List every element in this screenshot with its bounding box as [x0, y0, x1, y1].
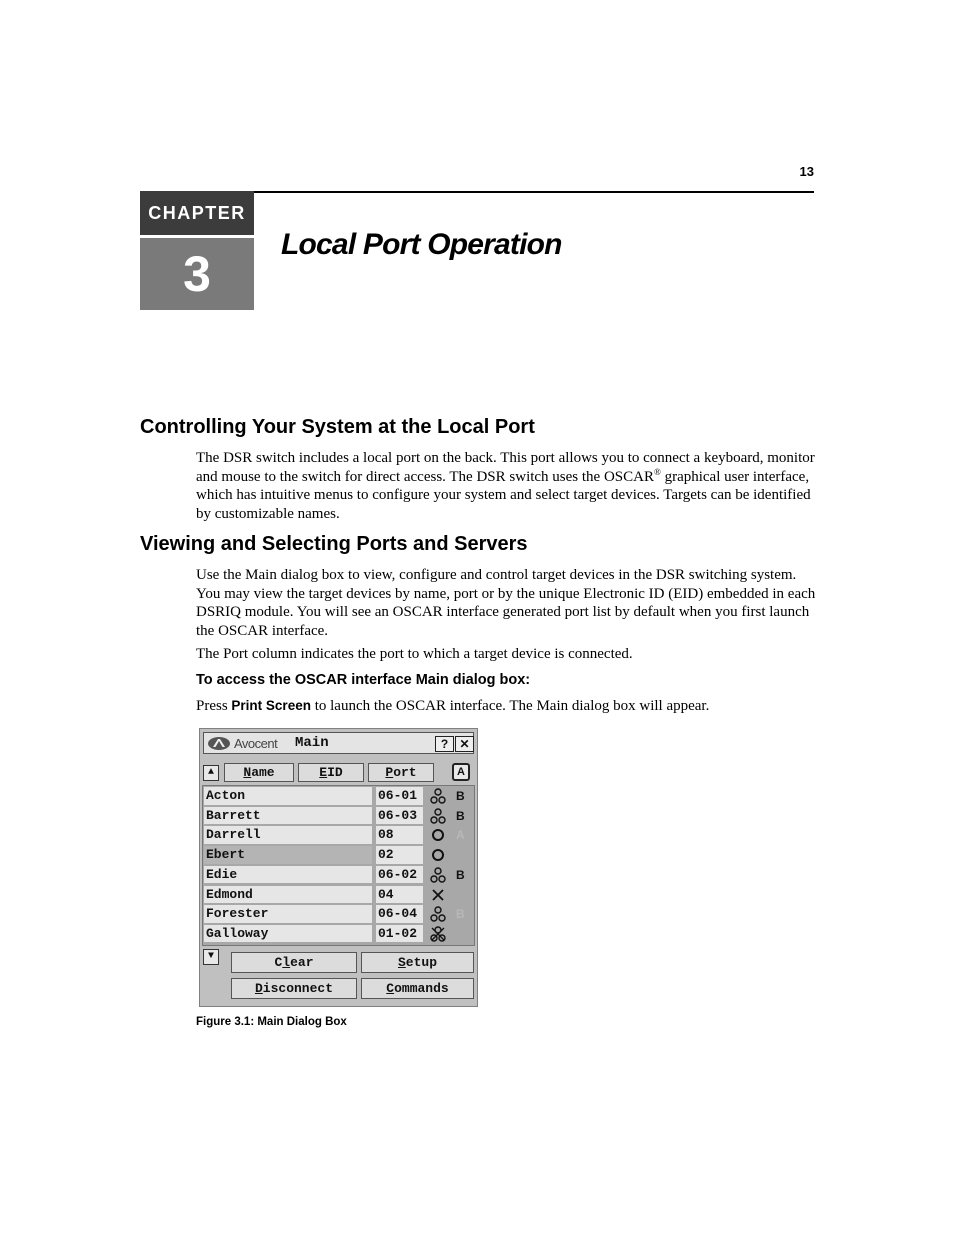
- scroll-up-icon[interactable]: ▲: [203, 765, 219, 781]
- sort-eid-hotkey: E: [319, 765, 328, 780]
- oscar-main-dialog: [199, 728, 478, 1007]
- server-row[interactable]: [203, 845, 474, 865]
- server-name: Barrett: [204, 807, 372, 825]
- close-button[interactable]: ✕: [455, 736, 474, 752]
- registered-mark: ®: [653, 466, 661, 477]
- sort-by-port-button[interactable]: [368, 763, 434, 782]
- sort-port-label: ort: [393, 765, 417, 780]
- connected-status-icon: [430, 867, 446, 883]
- clear-hotkey: l: [282, 955, 291, 970]
- commands-label-post: ommands: [394, 981, 449, 996]
- section-body-controlling: [196, 449, 816, 523]
- avocent-brand: Avocent: [234, 736, 278, 751]
- server-row[interactable]: [203, 786, 474, 806]
- server-list: [202, 785, 475, 946]
- clear-button[interactable]: [231, 952, 357, 973]
- channel-a-icon[interactable]: A: [452, 763, 470, 781]
- server-row[interactable]: [203, 904, 474, 924]
- server-row[interactable]: [203, 885, 474, 905]
- server-port: 08: [376, 826, 423, 844]
- server-row[interactable]: [203, 924, 474, 944]
- server-port: 02: [376, 846, 423, 864]
- channel-indicator: B: [456, 808, 465, 823]
- server-port: 04: [376, 886, 423, 904]
- sort-name-hotkey: N: [243, 765, 252, 780]
- setup-button[interactable]: [361, 952, 474, 973]
- server-name: Edie: [204, 866, 372, 884]
- page-number: 13: [799, 164, 814, 179]
- server-port: 01-02: [376, 925, 423, 943]
- sort-port-hotkey: P: [385, 765, 394, 780]
- sort-eid-label: ID: [327, 765, 343, 780]
- server-port: 06-02: [376, 866, 423, 884]
- server-port: 06-03: [376, 807, 423, 825]
- body-text: The DSR switch includes a local port on the back. This port allows you to connect a keyboard, monitor and mouse to the switch for direct access. The DSR switch uses the OSCAR: [196, 450, 815, 485]
- figure-caption: Figure 3.1: Main Dialog Box: [196, 1016, 347, 1028]
- setup-hotkey: S: [397, 955, 406, 970]
- online-status-icon: [430, 827, 446, 843]
- chapter-label: CHAPTER: [140, 191, 254, 235]
- chapter-number: 3: [140, 238, 254, 310]
- connected-status-icon: [430, 906, 446, 922]
- disconnect-button[interactable]: [231, 978, 357, 999]
- step-text: to launch the OSCAR interface. The Main dialog box will appear.: [310, 698, 710, 714]
- server-row[interactable]: [203, 806, 474, 826]
- clear-label-pre: C: [274, 955, 283, 970]
- setup-label-post: etup: [405, 955, 438, 970]
- commands-button[interactable]: [361, 978, 474, 999]
- dialog-title: Main: [295, 735, 329, 751]
- procedure-heading: To access the OSCAR interface Main dialog box:: [196, 672, 531, 688]
- connected-offline-status-icon: [430, 926, 446, 942]
- sort-by-name-button[interactable]: [224, 763, 294, 782]
- disconnect-hotkey: D: [254, 981, 263, 996]
- disconnect-label-post: isconnect: [262, 981, 334, 996]
- section-heading-viewing: Viewing and Selecting Ports and Servers: [140, 533, 528, 555]
- server-row[interactable]: [203, 865, 474, 885]
- server-row[interactable]: [203, 825, 474, 845]
- server-name: Forester: [204, 905, 372, 923]
- server-name: Darrell: [204, 826, 372, 844]
- server-port: 06-01: [376, 787, 423, 805]
- server-name: Edmond: [204, 886, 372, 904]
- connected-status-icon: [430, 808, 446, 824]
- channel-indicator: B: [456, 789, 465, 803]
- header-rule: [254, 191, 814, 193]
- channel-indicator: B: [456, 907, 465, 922]
- step-text: Press: [196, 698, 232, 714]
- server-name: Ebert: [204, 846, 372, 864]
- section-body-viewing: Use the Main dialog box to view, configure and control target devices in the DSR switching system. You may view the target devices by name, port or by the unique Electronic ID (EID) embedded in each DSRIQ module. You will see an OSCAR interface generated port list by default when you first launch the OSCAR interface.: [196, 567, 816, 639]
- server-name: Acton: [204, 787, 372, 805]
- channel-indicator: A: [456, 828, 465, 843]
- clear-label-post: ear: [290, 955, 314, 970]
- avocent-logo-icon: [207, 736, 231, 751]
- print-screen-term: Print Screen: [231, 698, 311, 713]
- procedure-step: [196, 697, 816, 716]
- dialog-titlebar: [203, 732, 474, 754]
- channel-indicator: B: [456, 867, 465, 882]
- body-text: graphical user interface, which has intuitive menus to configure your system and select target devices. Targets can be identified by customizable names.: [196, 468, 811, 522]
- server-port: 06-04: [376, 905, 423, 923]
- chapter-title: Local Port Operation: [281, 228, 562, 261]
- server-name: Galloway: [204, 925, 372, 943]
- offline-status-icon: [430, 887, 446, 903]
- section-heading-controlling: Controlling Your System at the Local Port: [140, 416, 535, 438]
- sort-by-eid-button[interactable]: [298, 763, 364, 782]
- help-button[interactable]: ?: [435, 736, 454, 752]
- connected-status-icon: [430, 788, 446, 804]
- port-column-note: The Port column indicates the port to which a target device is connected.: [196, 646, 633, 662]
- commands-hotkey: C: [386, 981, 395, 996]
- scroll-down-icon[interactable]: ▼: [203, 949, 219, 965]
- online-status-icon: [430, 847, 446, 863]
- sort-name-label: ame: [251, 765, 275, 780]
